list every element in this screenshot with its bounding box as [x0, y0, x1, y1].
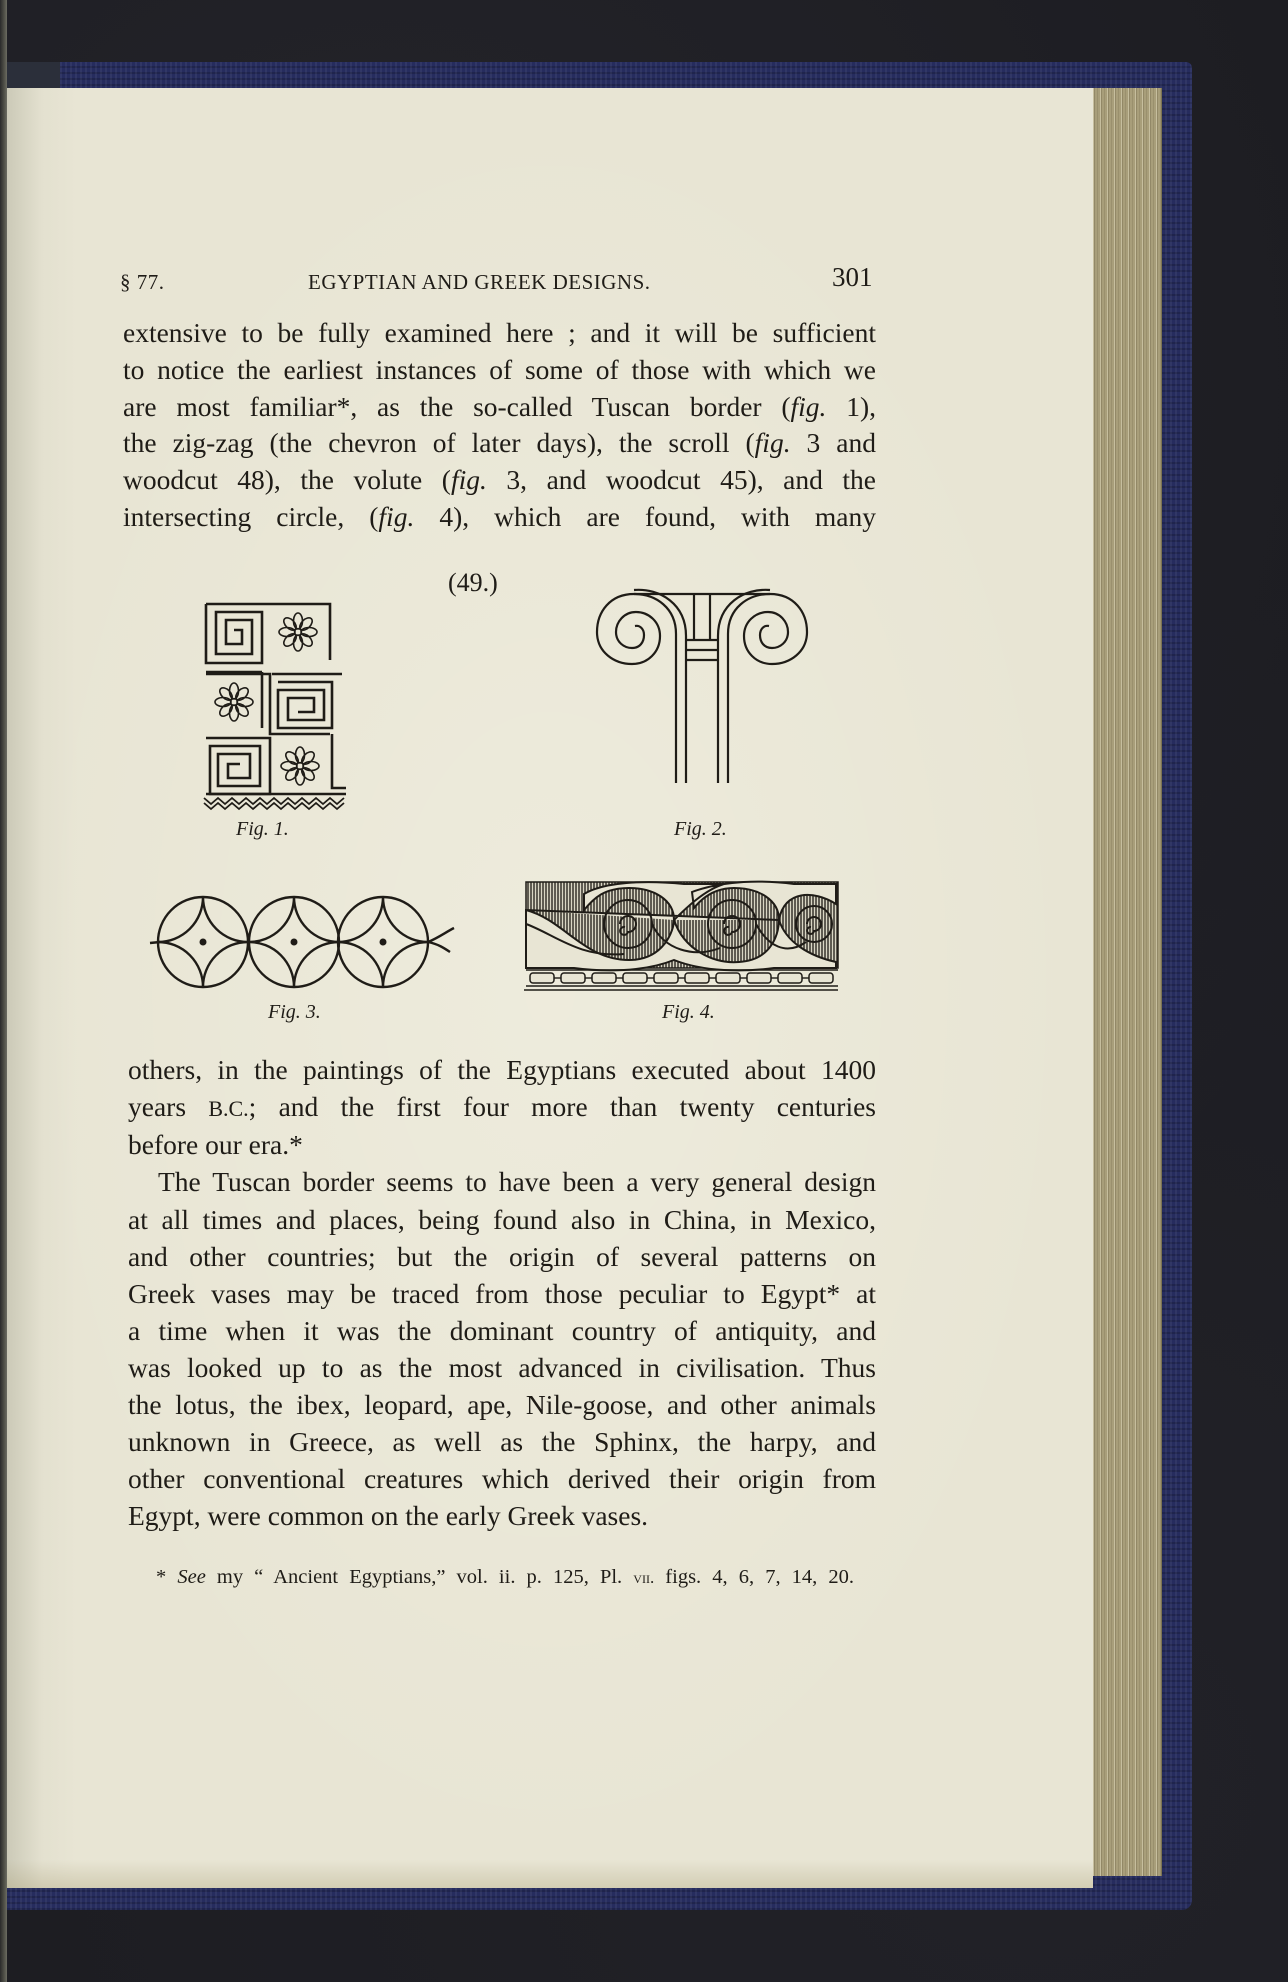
- running-title: EGYPTIAN AND GREEK DESIGNS.: [308, 270, 651, 294]
- fig4-wave-scroll-illustration: [524, 880, 840, 992]
- text-line: to notice the earliest instances of some of those with which we: [123, 354, 876, 385]
- footnote: * See my “ Ancient Egyptians,” vol. ii. p. 125, Pl. vii. figs. 4, 6, 7, 14, 20.: [156, 1566, 854, 1588]
- fig2-volute-illustration: [594, 590, 810, 788]
- gutter-strip: [0, 0, 7, 1982]
- text-line: other conventional creatures which derived their origin from: [128, 1463, 876, 1494]
- text-line: was looked up to as the most advanced in civilisation. Thus: [128, 1352, 876, 1383]
- fig3-caption: Fig. 3.: [268, 1001, 321, 1023]
- text-line: at all times and places, being found also in China, in Mexico,: [128, 1204, 876, 1235]
- section-number: § 77.: [120, 270, 165, 294]
- text-line: years B.C.; and the first four more than twenty centuries: [128, 1091, 876, 1122]
- page-bottom-shade: [7, 1860, 1093, 1888]
- text-line: the zig-zag (the chevron of later days), the scroll (fig. 3 and: [123, 427, 876, 458]
- fig1-caption: Fig. 1.: [236, 818, 289, 840]
- text-line: woodcut 48), the volute (fig. 3, and woodcut 45), and the: [123, 464, 877, 495]
- text-line: extensive to be fully examined here ; and it will be sufficient: [123, 317, 876, 348]
- text-line: Egypt, were common on the early Greek vases.: [128, 1500, 649, 1531]
- text-line: are most familiar*, as the so-called Tuscan border (fig. 1),: [123, 391, 876, 422]
- text-line: Greek vases may be traced from those peculiar to Egypt* at: [128, 1278, 876, 1309]
- text-line: others, in the paintings of the Egyptians executed about 1400: [128, 1054, 876, 1085]
- woodcut-number: (49.): [448, 568, 498, 597]
- fig2-caption: Fig. 2.: [674, 818, 727, 840]
- fig3-intersecting-circles-illustration: [150, 892, 460, 992]
- text-line: and other countries; but the origin of several patterns on: [128, 1241, 876, 1272]
- text-line: the lotus, the ibex, leopard, ape, Nile-goose, and other animals: [128, 1389, 876, 1420]
- text-line: a time when it was the dominant country of antiquity, and: [128, 1315, 876, 1346]
- page-number: 301: [832, 262, 873, 292]
- paragraph-first-line: The Tuscan border seems to have been a very general design: [158, 1166, 876, 1197]
- text-line: unknown in Greece, as well as the Sphinx, the harpy, and: [128, 1426, 876, 1457]
- fig1-tuscan-border-illustration: [200, 598, 350, 808]
- fig4-caption: Fig. 4.: [662, 1001, 715, 1023]
- cover-corner: [0, 62, 60, 88]
- text-line: before our era.*: [128, 1129, 303, 1160]
- page-edges: [1092, 88, 1162, 1876]
- text-line: intersecting circle, (fig. 4), which are found, with many: [123, 501, 876, 532]
